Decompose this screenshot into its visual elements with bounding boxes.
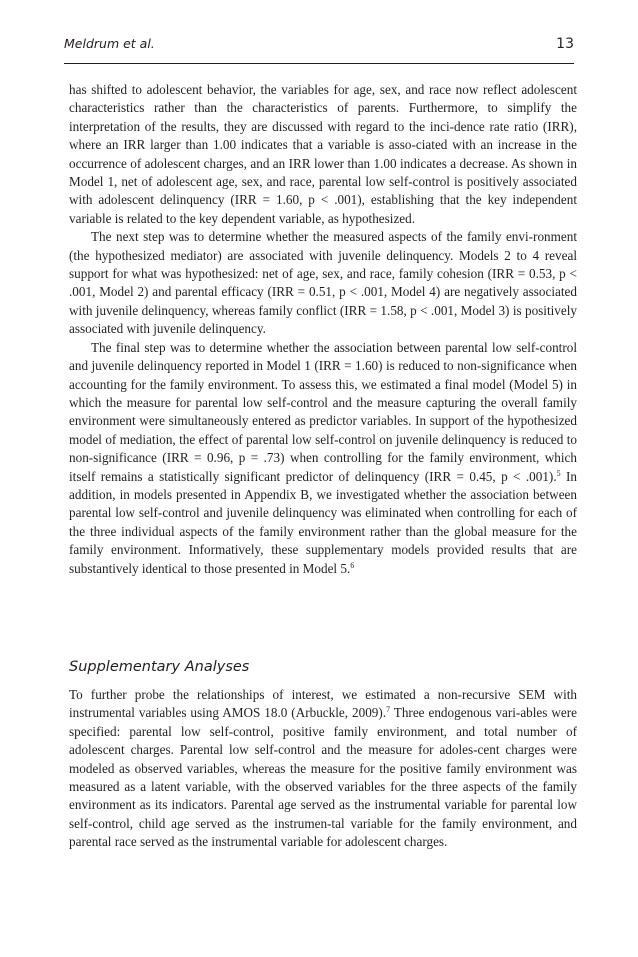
page-number: 13 xyxy=(556,36,574,52)
footnote-marker: 6 xyxy=(350,560,355,570)
paragraph-2 xyxy=(69,228,577,338)
paragraph-4-text-part-1: To further probe the relationships of interest, we estimated a non-recursive SEM with instrumental variables using AMOS 18.0 (Arbuckle, 2009). xyxy=(69,687,577,721)
paragraph-1 xyxy=(69,81,577,228)
header-rule xyxy=(64,63,574,64)
body-text xyxy=(69,81,577,578)
paragraph-3 xyxy=(69,339,577,578)
section-body-text xyxy=(69,686,577,852)
paragraph-3-text-part-1: The final step was to determine whether the association between parental low self-control and juvenile delinquency reported in Model 1 (IRR = 1.60) is reduced to non-significance when accounting for the family environment. To assess this, we estimated a final model (Model 5) in which the measure for parental low self-control and the measure capturing the overall family environment were simultaneously entered as predictor variables. In support of the hypothesized model of mediation, the effect of parental low self-control on juvenile delinquency is reduced to non-significance (IRR = 0.96, p = .73) when controlling for the family environment, which itself remains a statistically significant predictor of delinquency (IRR = 0.45, p < .001). xyxy=(69,339,577,484)
section-heading: Supplementary Analyses xyxy=(69,659,250,675)
footnote-marker: 5 xyxy=(556,468,561,478)
running-header xyxy=(64,36,574,51)
paragraph-4 xyxy=(69,686,577,852)
paragraph-1-text: has shifted to adolescent behavior, the variables for age, sex, and race now reflect adolescent characteristics rather than the characteristics of parents. Furthermore, to simplify the interpretation of the results, they are discussed with regard to the inci-dence rate ratio (IRR), where an IRR larger than 1.00 indicates that a variable is asso-ciated with an increase in the occurrence of adolescent charges, and an IRR lower than 1.00 indicates a decrease. As shown in Model 1, net of adolescent age, sex, and race, parental low self-control is positively associated with adolescent delinquency (IRR = 1.60, p < .001), establishing that the key independent variable is related to the key dependent variable, as hypothesized. xyxy=(69,82,577,226)
paragraph-3-text-part-2: In addition, in models presented in Appendix B, we investigated whether the association between parental low self-control and juvenile delinquency was eliminated when controlling for each of the three individual aspects of the family environment rather than the global measure for the family environment. Informatively, these supplementary models provided results that are substantively identical to those presented in Model 5. xyxy=(69,468,577,576)
footnote-marker: 7 xyxy=(386,705,391,715)
paragraph-2-text: The next step was to determine whether the measured aspects of the family envi-ronment (the hypothesized mediator) are associated with juvenile delinquency. Models 2 to 4 reveal support for what was hypothesized: net of age, sex, and race, family cohesion (IRR = 0.53, p < .001, Model 2) and parental efficacy (IRR = 0.51, p < .001, Model 4) are negatively associated with juvenile delinquency, whereas family conflict (IRR = 1.58, p < .001, Model 3) is positively associated with juvenile delinquency. xyxy=(69,229,577,337)
running-head: Meldrum et al. xyxy=(64,36,155,51)
paragraph-4-text-part-2: Three endogenous vari-ables were specified: parental low self-control, positive family environment, and total number of adolescent charges. Parental low self-control and the measure for adoles-cent charges were modeled as observed variables, whereas the measure for the positive family environment was measured as a latent variable, with the observed variables for the three aspects of the family environment as its indicators. Parental age served as the instrumental variable for parental low self-control, child age served as the instrumen-tal variable for the family environment, and parental race served as the instrumental variable for adolescent charges. xyxy=(69,705,577,850)
